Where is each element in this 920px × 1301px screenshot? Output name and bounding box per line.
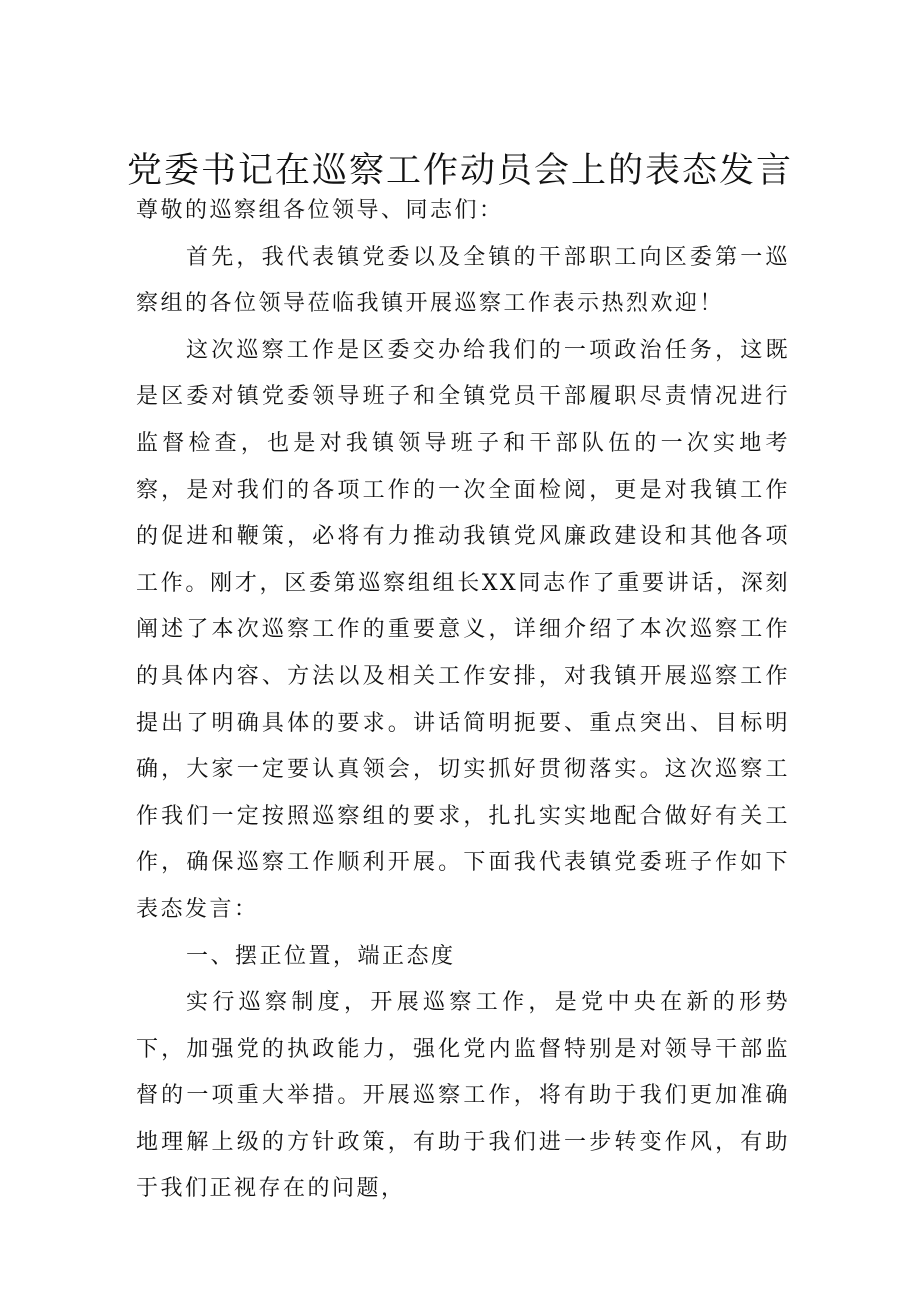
paragraph-welcome: 首先，我代表镇党委以及全镇的干部职工向区委第一巡察组的各位领导莅临我镇开展巡察工作表示热烈欢迎！ [136, 244, 790, 317]
salutation: 尊敬的巡察组各位领导、同志们： [136, 198, 504, 223]
paragraph-inspection-system: 实行巡察制度，开展巡察工作，是党中央在新的形势下，加强党的执政能力，强化党内监督特别是对领导干部监督的一项重大举措。开展巡察工作，将有助于我们更加准确地理解上级的方针政策，有助于我们进一步转变作风，有助于我们正视存在的问题， [136, 990, 790, 1202]
section-heading-1: 一、摆正位置，端正态度 [186, 943, 456, 969]
paragraph-significance: 这次巡察工作是区委交办给我们的一项政治任务，这既是区委对镇党委领导班子和全镇党员干部履职尽责情况进行监督检查，也是对我镇领导班子和干部队伍的一次实地考察，是对我们的各项工作的一次全面检阅，更是对我镇工作的促进和鞭策，必将有力推动我镇党风廉政建设和其他各项工作。刚才，区委第巡察组组长XX同志作了重要讲话，深刻阐述了本次巡察工作的重要意义，详细介绍了本次巡察工作的具体内容、方法以及相关工作安排，对我镇开展巡察工作提出了明确具体的要求。讲话简明扼要、重点突出、目标明确，大家一定要认真领会，切实抓好贯彻落实。这次巡察工作我们一定按照巡察组的要求，扎扎实实地配合做好有关工作，确保巡察工作顺利开展。下面我代表镇党委班子作如下表态发言： [136, 337, 790, 922]
document-body [136, 188, 790, 1213]
document-title: 党委书记在巡察工作动员会上的表态发言 [126, 151, 793, 191]
